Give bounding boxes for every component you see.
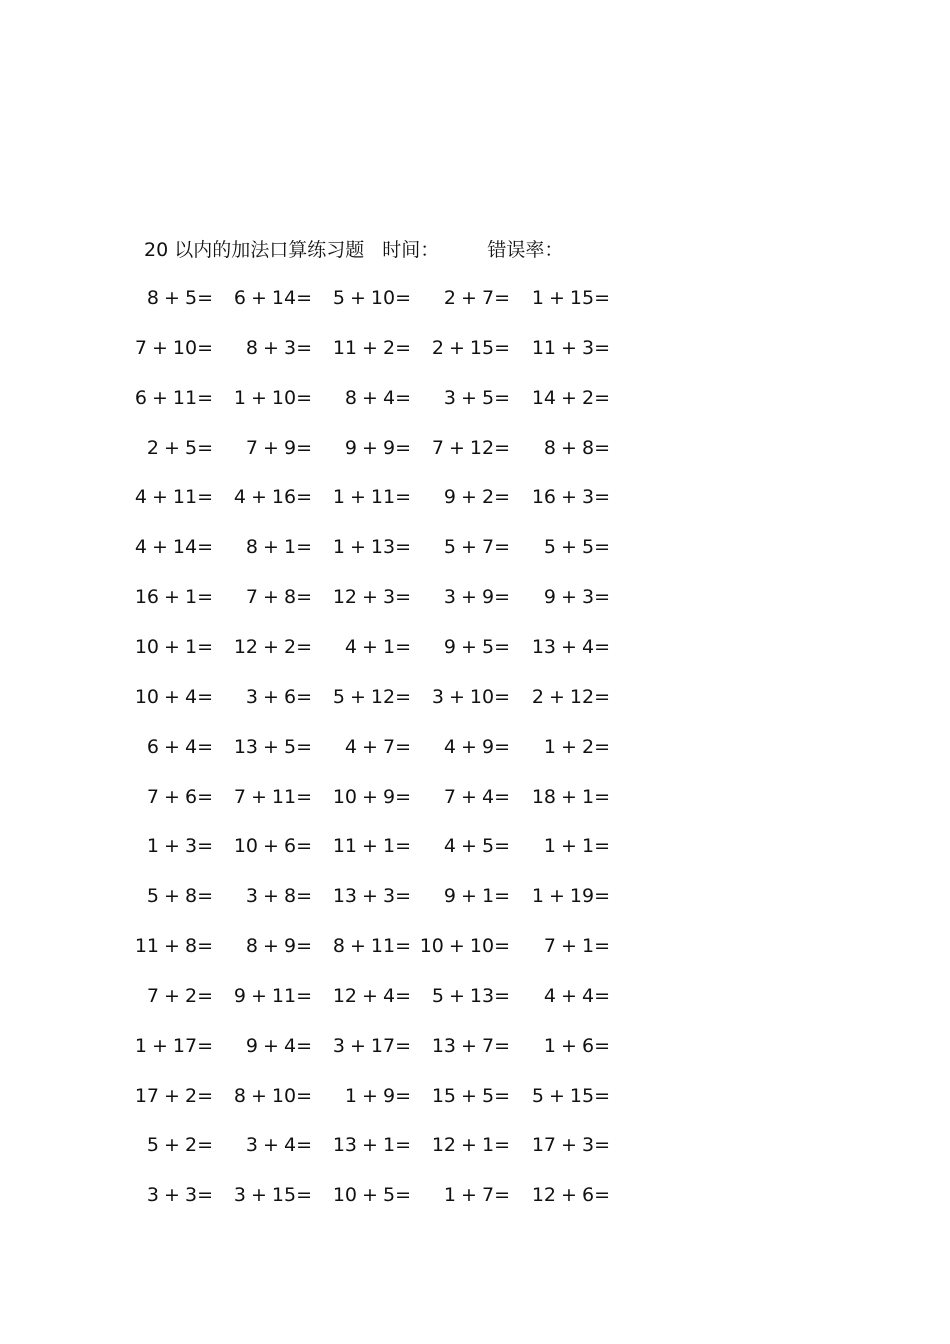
problem-row: [0, 383, 950, 413]
addition-problem: 5 + 2=: [146, 1134, 213, 1157]
addition-problem: 4 + 4=: [543, 984, 610, 1007]
addition-problem: 3 + 9=: [443, 586, 510, 609]
addition-problem: 7 + 6=: [146, 785, 213, 808]
addition-problem: 1 + 19=: [531, 885, 610, 908]
addition-problem: 5 + 13=: [431, 984, 510, 1007]
addition-problem: 13 + 1=: [332, 1134, 411, 1157]
addition-problem: 15 + 5=: [431, 1084, 510, 1107]
addition-problem: 11 + 2=: [332, 336, 411, 359]
addition-problem: 4 + 16=: [233, 486, 312, 509]
problem-row: [0, 981, 950, 1011]
addition-problem: 7 + 11=: [233, 785, 312, 808]
addition-problem: 3 + 5=: [443, 386, 510, 409]
addition-problem: 1 + 6=: [543, 1034, 610, 1057]
addition-problem: 1 + 3=: [146, 835, 213, 858]
problem-row: [0, 881, 950, 911]
addition-problem: 10 + 1=: [134, 635, 213, 658]
problem-row: [0, 283, 950, 313]
addition-problem: 2 + 15=: [431, 336, 510, 359]
addition-problem: 4 + 5=: [443, 835, 510, 858]
addition-problem: 8 + 1=: [245, 536, 312, 559]
addition-problem: 5 + 15=: [531, 1084, 610, 1107]
addition-problem: 4 + 7=: [344, 735, 411, 758]
addition-problem: 12 + 6=: [531, 1184, 610, 1207]
addition-problem: 10 + 4=: [134, 685, 213, 708]
problem-row: [0, 333, 950, 363]
addition-problem: 1 + 11=: [332, 486, 411, 509]
addition-problem: 9 + 3=: [543, 586, 610, 609]
addition-problem: 3 + 4=: [245, 1134, 312, 1157]
addition-problem: 7 + 4=: [443, 785, 510, 808]
addition-problem: 12 + 3=: [332, 586, 411, 609]
addition-problem: 16 + 3=: [531, 486, 610, 509]
addition-problem: 4 + 9=: [443, 735, 510, 758]
addition-problem: 1 + 9=: [344, 1084, 411, 1107]
problem-row: [0, 433, 950, 463]
problem-row: [0, 1031, 950, 1061]
problem-row: [0, 1130, 950, 1160]
addition-problem: 13 + 3=: [332, 885, 411, 908]
time-label: 时间：: [382, 239, 440, 261]
addition-problem: 7 + 8=: [245, 586, 312, 609]
addition-problem: 4 + 14=: [134, 536, 213, 559]
problem-row: [0, 482, 950, 512]
problem-row: [0, 582, 950, 612]
addition-problem: 1 + 10=: [233, 386, 312, 409]
addition-problem: 5 + 10=: [332, 287, 411, 309]
problem-row: [0, 1180, 950, 1210]
addition-problem: 4 + 11=: [134, 486, 213, 509]
addition-problem: 7 + 10=: [134, 336, 213, 359]
addition-problem: 13 + 7=: [431, 1034, 510, 1057]
addition-problem: 1 + 13=: [332, 536, 411, 559]
addition-problem: 3 + 17=: [332, 1034, 411, 1057]
addition-problem: 11 + 1=: [332, 835, 411, 858]
error-rate-label: 错误率：: [487, 239, 564, 261]
addition-problem: 3 + 10=: [431, 685, 510, 708]
addition-problem: 8 + 4=: [344, 386, 411, 409]
addition-problem: 17 + 3=: [531, 1134, 610, 1157]
addition-problem: 7 + 1=: [543, 935, 610, 958]
addition-problem: 8 + 9=: [245, 935, 312, 958]
addition-problem: 12 + 2=: [233, 635, 312, 658]
addition-problem: 17 + 2=: [134, 1084, 213, 1107]
problem-row: [0, 532, 950, 562]
problem-row: [0, 632, 950, 662]
addition-problem: 2 + 7=: [443, 287, 510, 309]
addition-problem: 11 + 3=: [531, 336, 610, 359]
addition-problem: 5 + 5=: [543, 536, 610, 559]
addition-problem: 10 + 10=: [419, 935, 510, 958]
problem-row: [0, 682, 950, 712]
addition-problem: 5 + 8=: [146, 885, 213, 908]
addition-problem: 13 + 4=: [531, 635, 610, 658]
addition-problem: 9 + 4=: [245, 1034, 312, 1057]
addition-problem: 2 + 12=: [531, 685, 610, 708]
addition-problem: 9 + 1=: [443, 885, 510, 908]
addition-problem: 6 + 4=: [146, 735, 213, 758]
addition-problem: 1 + 2=: [543, 735, 610, 758]
addition-problem: 14 + 2=: [531, 386, 610, 409]
addition-problem: 11 + 8=: [134, 935, 213, 958]
addition-problem: 6 + 14=: [233, 287, 312, 309]
addition-problem: 5 + 12=: [332, 685, 411, 708]
addition-problem: 10 + 6=: [233, 835, 312, 858]
addition-problem: 1 + 1=: [543, 835, 610, 858]
addition-problem: 1 + 15=: [531, 287, 610, 309]
addition-problem: 8 + 8=: [543, 436, 610, 459]
problem-row: [0, 732, 950, 762]
addition-problem: 8 + 11=: [332, 935, 411, 958]
addition-problem: 9 + 9=: [344, 436, 411, 459]
addition-problem: 10 + 5=: [332, 1184, 411, 1207]
addition-problem: 7 + 12=: [431, 436, 510, 459]
addition-problem: 8 + 3=: [245, 336, 312, 359]
addition-problem: 18 + 1=: [531, 785, 610, 808]
addition-problem: 12 + 4=: [332, 984, 411, 1007]
addition-problem: 3 + 6=: [245, 685, 312, 708]
addition-problem: 16 + 1=: [134, 586, 213, 609]
addition-problem: 3 + 3=: [146, 1184, 213, 1207]
addition-problem: 1 + 7=: [443, 1184, 510, 1207]
addition-problem: 7 + 2=: [146, 984, 213, 1007]
problem-row: [0, 1081, 950, 1111]
addition-problem: 3 + 15=: [233, 1184, 312, 1207]
problem-row: [0, 831, 950, 861]
addition-problem: 9 + 11=: [233, 984, 312, 1007]
addition-problem: 7 + 9=: [245, 436, 312, 459]
addition-problem: 1 + 17=: [134, 1034, 213, 1057]
addition-problem: 9 + 5=: [443, 635, 510, 658]
addition-problem: 4 + 1=: [344, 635, 411, 658]
addition-problem: 6 + 11=: [134, 386, 213, 409]
problem-row: [0, 782, 950, 812]
addition-problem: 3 + 8=: [245, 885, 312, 908]
problem-row: [0, 931, 950, 961]
addition-problem: 2 + 5=: [146, 436, 213, 459]
addition-problem: 13 + 5=: [233, 735, 312, 758]
addition-problem: 8 + 5=: [146, 287, 213, 309]
addition-problem: 9 + 2=: [443, 486, 510, 509]
addition-problem: 12 + 1=: [431, 1134, 510, 1157]
worksheet-title: 20 以内的加法口算练习题: [144, 239, 365, 261]
addition-problem: 5 + 7=: [443, 536, 510, 559]
addition-problem: 8 + 10=: [233, 1084, 312, 1107]
addition-problem: 10 + 9=: [332, 785, 411, 808]
